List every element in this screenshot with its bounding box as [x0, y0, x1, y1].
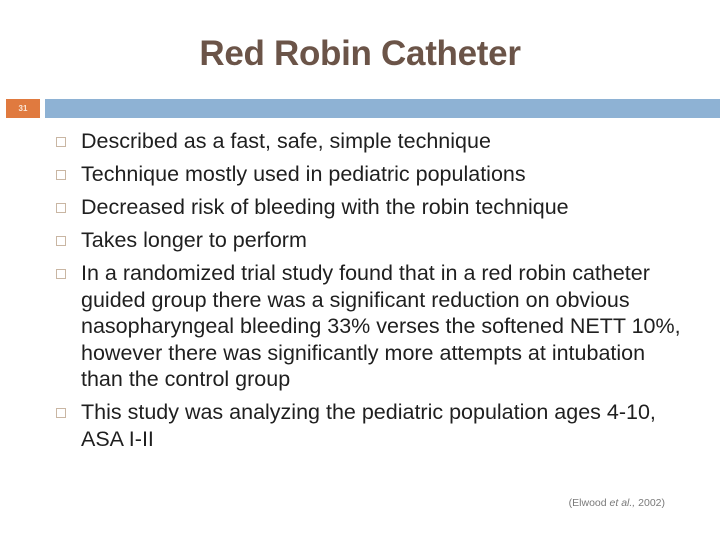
bullet-list	[56, 128, 686, 459]
square-bullet-icon	[56, 236, 66, 246]
bullet-item	[56, 260, 686, 393]
bullet-text: Takes longer to perform	[81, 228, 307, 252]
header-bar	[45, 99, 720, 118]
bullet-item	[56, 128, 686, 155]
slide-title: Red Robin Catheter	[199, 34, 521, 73]
slide-number: 31	[6, 99, 40, 118]
bullet-item	[56, 161, 686, 188]
citation-author: (Elwood	[568, 497, 610, 509]
bullet-item	[56, 399, 686, 452]
bullet-text: Described as a fast, safe, simple technique	[81, 129, 491, 153]
citation	[569, 497, 665, 509]
square-bullet-icon	[56, 170, 66, 180]
citation-year: 2002)	[635, 497, 665, 509]
bullet-text: In a randomized trial study found that in a red robin catheter guided group there was a significant reduction on obvious nasopharyngeal bleeding 33% verses the softened NETT 10%, however there was significantly more attempts at intubation than the control group	[81, 261, 681, 391]
square-bullet-icon	[56, 408, 66, 418]
bullet-text: This study was analyzing the pediatric population ages 4-10, ASA I-II	[81, 400, 656, 451]
bullet-text: Decreased risk of bleeding with the robin technique	[81, 195, 569, 219]
square-bullet-icon	[56, 203, 66, 213]
bullet-item	[56, 194, 686, 221]
square-bullet-icon	[56, 269, 66, 279]
bullet-item	[56, 227, 686, 254]
square-bullet-icon	[56, 137, 66, 147]
citation-etal: et al.,	[609, 497, 636, 509]
bullet-text: Technique mostly used in pediatric populations	[81, 162, 526, 186]
